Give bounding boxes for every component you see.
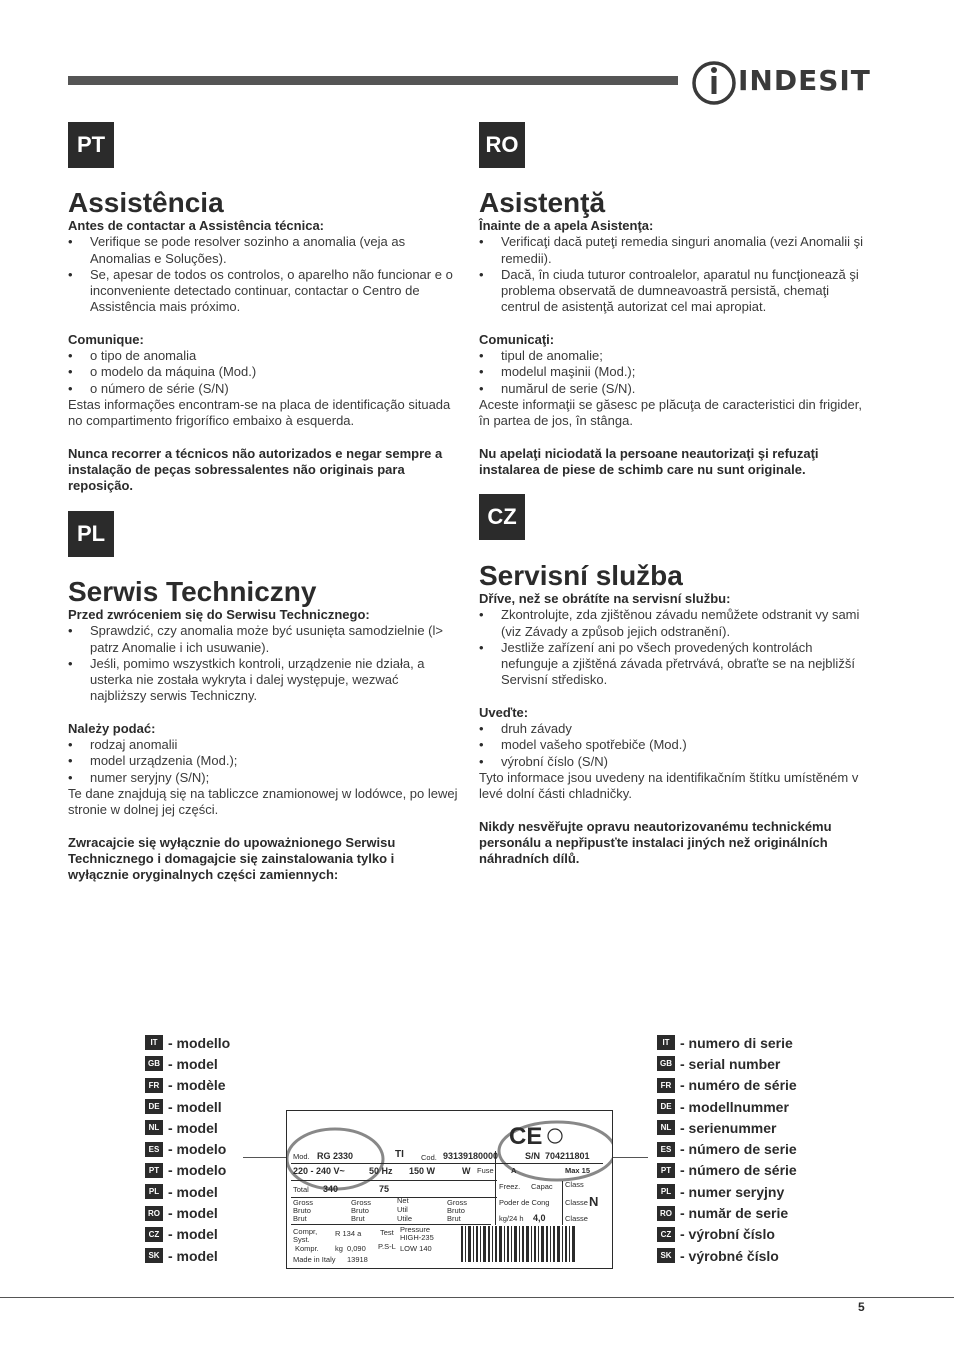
lang-code-badge: RO xyxy=(145,1206,163,1221)
section-pt xyxy=(68,188,458,494)
list-item: • model vašeho spotřebiče (Mod.) xyxy=(479,737,869,753)
plate-test: Test xyxy=(380,1228,394,1237)
legend-row xyxy=(145,1224,230,1245)
plate-serial-value: 704211801 xyxy=(545,1151,590,1161)
legend-text: - serienummer xyxy=(680,1119,777,1136)
plate-pst: P.S-L xyxy=(378,1242,396,1251)
section-info: Te dane znajdują się na tabliczce znamionowej w lodówce, po lewej stronie w dolnej jej części. xyxy=(68,785,458,818)
legend-row xyxy=(145,1096,230,1117)
legend-row xyxy=(657,1181,797,1202)
list-item: • tipul de anomalie; xyxy=(479,348,869,364)
legend-row xyxy=(145,1160,230,1181)
list-item: • numer seryjny (S/N); xyxy=(68,770,458,786)
page-number: 5 xyxy=(858,1300,865,1314)
plate-made-code: 13918 xyxy=(347,1255,368,1264)
plate-compr: Syst. xyxy=(293,1235,310,1244)
brand-name: INDESIT xyxy=(738,64,871,97)
plate-kompr: Kompr. xyxy=(295,1244,319,1253)
legend-text: - modello xyxy=(168,1034,231,1051)
plate-gross3: Brut xyxy=(447,1214,461,1223)
lang-code-badge: DE xyxy=(657,1099,675,1114)
plate-x-value: 75 xyxy=(379,1184,390,1194)
section-subhead: Uveďte: xyxy=(479,704,529,720)
section-subhead: Należy podać: xyxy=(68,720,156,736)
section-lead: Înainte de a apela Asistenţa: xyxy=(479,218,654,233)
barcode-icon xyxy=(461,1226,575,1262)
plate-cod-label: Cod. xyxy=(421,1153,437,1162)
plate-capac: Capac xyxy=(531,1182,553,1191)
plate-ti: TI xyxy=(395,1149,404,1160)
legend-row xyxy=(145,1117,230,1138)
indesit-logo-mark-icon xyxy=(692,58,742,108)
legend-text: - modelo xyxy=(168,1141,227,1158)
section-warning: Nunca recorrer a técnicos não autorizados e negar sempre a instalação de peças sobressalentes não originais para reposição. xyxy=(68,445,443,494)
legend-row xyxy=(145,1075,230,1096)
section-title: Asistenţă xyxy=(479,187,606,218)
legend-row xyxy=(657,1096,797,1117)
serial-legend xyxy=(657,1032,797,1266)
lang-code-badge: PL xyxy=(657,1184,675,1199)
certification-mark-icon xyxy=(548,1129,562,1143)
plate-kg-value: 0,090 xyxy=(347,1244,366,1253)
list-item: • Sprawdzić, czy anomalia może być usunięta samodzielnie (l> patrz Anomalie i ich usuwanie). xyxy=(68,623,458,656)
plate-cod-value: 93139180000 xyxy=(443,1151,499,1161)
section-title: Assistência xyxy=(68,187,224,218)
legend-row xyxy=(657,1117,797,1138)
plate-gross2: Bruto xyxy=(351,1206,369,1215)
plate-high: HIGH-235 xyxy=(400,1233,434,1242)
plate-class-value: N xyxy=(589,1194,599,1209)
lang-code-badge: SK xyxy=(657,1248,675,1263)
legend-text: - serial number xyxy=(680,1055,781,1072)
legend-text: - model xyxy=(168,1055,218,1072)
plate-low: LOW 140 xyxy=(400,1244,432,1253)
legend-row xyxy=(145,1032,230,1053)
legend-row xyxy=(657,1138,797,1159)
section-subhead: Comunique: xyxy=(68,331,144,347)
legend-row xyxy=(145,1138,230,1159)
legend-text: - výrobné číslo xyxy=(680,1247,779,1264)
list-item: • modelul maşinii (Mod.); xyxy=(479,364,869,380)
legend-text: - výrobní číslo xyxy=(680,1226,775,1243)
legend-text: - modèle xyxy=(168,1077,226,1094)
section-title: Serwis Techniczny xyxy=(68,576,317,607)
legend-text: - număr de serie xyxy=(680,1205,789,1222)
plate-hz: 50 Hz xyxy=(369,1166,393,1176)
legend-row xyxy=(657,1075,797,1096)
lang-badge-pt: PT xyxy=(68,122,114,168)
lang-code-badge: NL xyxy=(657,1120,675,1135)
legend-row xyxy=(145,1053,230,1074)
list-item: • druh závady xyxy=(479,721,869,737)
legend-text: - model xyxy=(168,1119,218,1136)
legend-text: - numéro de série xyxy=(680,1077,797,1094)
list-item: • rodzaj anomalii xyxy=(68,737,458,753)
lang-code-badge: PT xyxy=(145,1163,163,1178)
section-cz xyxy=(479,561,869,867)
list-item: • Zkontrolujte, zda zjištěnou závadu nemůžete odstranit vy sami (viz Závady a způsob jejich odstranění). xyxy=(479,607,869,640)
plate-model-value: RG 2330 xyxy=(317,1151,354,1161)
legend-text: - modell xyxy=(168,1098,222,1115)
rating-plate xyxy=(286,1110,613,1269)
legend-text: - model xyxy=(168,1247,218,1264)
legend-row xyxy=(657,1053,797,1074)
lang-code-badge: PL xyxy=(145,1184,163,1199)
lang-code-badge: ES xyxy=(657,1142,675,1157)
legend-text: - modellnummer xyxy=(680,1098,789,1115)
list-item: • model urządzenia (Mod.); xyxy=(68,753,458,769)
section-warning: Zwracajcie się wyłącznie do upoważnionego Serwisu Technicznego i domagajcie się zainstalowania tylko i wyłącznie oryginalnych części zamiennych: xyxy=(68,834,396,883)
lang-code-badge: IT xyxy=(145,1035,163,1050)
plate-gross1: Gross xyxy=(293,1198,314,1207)
lang-code-badge: CZ xyxy=(657,1227,675,1242)
section-title: Servisní služba xyxy=(479,560,683,591)
lang-code-badge: FR xyxy=(145,1078,163,1093)
lang-code-badge: GB xyxy=(657,1056,675,1071)
footer-rule xyxy=(0,1297,954,1298)
section-lead: Antes de contactar a Assistência técnica: xyxy=(68,218,325,233)
legend-row xyxy=(657,1202,797,1223)
plate-compr: Compr, xyxy=(293,1227,318,1236)
section-warning: Nikdy nesvěřujte opravu neautorizovanému technickému personálu a nepřipusťte instalaci jiných než originálních náhradních dílů. xyxy=(479,818,832,867)
legend-row xyxy=(657,1245,797,1266)
plate-gross2: Brut xyxy=(351,1214,365,1223)
list-item: • Verifique se pode resolver sozinho a anomalia (veja as Anomalias e Soluções). xyxy=(68,234,458,267)
model-legend xyxy=(145,1032,230,1266)
list-item: • numărul de serie (S/N). xyxy=(479,381,869,397)
legend-text: - numer seryjny xyxy=(680,1183,785,1200)
plate-made: Made in Italy xyxy=(293,1255,336,1264)
list-item: • Jeśli, pomimo wszystkich kontroli, urządzenie nie działa, a usterka nie została wykryta i dalej występuje, wezwać najbliższy serwis Techniczny. xyxy=(68,656,458,705)
plate-gross1: Bruto xyxy=(293,1206,311,1215)
list-item: • o modelo da máquina (Mod.) xyxy=(68,364,458,380)
list-item: • Jestliže zařízení ani po všech provedených kontrolách nefunguje a zjištěná závada přetrvává, obraťte se na nejbližší Servisní středisko. xyxy=(479,640,869,689)
section-pl xyxy=(68,577,458,883)
list-item: • Dacă, în ciuda tuturor controalelor, aparatul nu funcţionează şi problema observată de dumneavoastră persistă, chemaţi centrul de asistenţă autorizat cel mai apropiat. xyxy=(479,267,869,316)
plate-freez: Freez. xyxy=(499,1182,521,1191)
lang-badge-pl: PL xyxy=(68,511,114,557)
plate-classe: Classe xyxy=(565,1198,588,1207)
section-info: Tyto informace jsou uvedeny na identifikačním štítku umístěném v levé dolní části chladničky. xyxy=(479,769,859,802)
section-info: Estas informações encontram-se na placa de identificação situada no compartimento frigorífico embaixo à esquerda. xyxy=(68,396,451,429)
section-warning: Nu apelaţi niciodată la persoane neautorizaţi şi refuzaţi instalarea de piese de schimb care nu sunt originale. xyxy=(479,445,819,477)
lang-badge-ro: RO xyxy=(479,122,525,168)
legend-row xyxy=(657,1032,797,1053)
legend-row xyxy=(145,1181,230,1202)
list-item: • o tipo de anomalia xyxy=(68,348,458,364)
plate-kg-label: kg xyxy=(335,1244,343,1253)
list-item: • Verificaţi dacă puteţi remedia singuri anomalia (vezi Anomalii şi remedii). xyxy=(479,234,869,267)
header-bar xyxy=(68,76,678,85)
indesit-logo xyxy=(692,58,870,108)
lang-code-badge: DE xyxy=(145,1099,163,1114)
legend-text: - modelo xyxy=(168,1162,227,1179)
plate-net: Utile xyxy=(397,1214,413,1223)
lang-code-badge: IT xyxy=(657,1035,675,1050)
plate-max: Max 15 xyxy=(565,1166,591,1175)
lang-code-badge: PT xyxy=(657,1163,675,1178)
lang-code-badge: FR xyxy=(657,1078,675,1093)
plate-net: Net xyxy=(397,1196,409,1205)
legend-text: - número de serie xyxy=(680,1141,797,1158)
plate-watt: 150 W xyxy=(409,1166,436,1176)
plate-kg24: kg/24 h xyxy=(499,1214,524,1223)
plate-total-label: Total xyxy=(293,1185,309,1194)
plate-poder: Poder de Cong xyxy=(499,1198,550,1207)
lang-code-badge: RO xyxy=(657,1206,675,1221)
section-lead: Przed zwróceniem się do Serwisu Technicznego: xyxy=(68,607,370,622)
plate-voltage: 220 - 240 V~ xyxy=(293,1166,345,1176)
legend-text: - número de série xyxy=(680,1162,797,1179)
plate-net: Util xyxy=(397,1205,408,1214)
legend-text: - model xyxy=(168,1183,218,1200)
lang-code-badge: GB xyxy=(145,1056,163,1071)
plate-classe2: Classe xyxy=(565,1214,588,1223)
lang-code-badge: CZ xyxy=(145,1227,163,1242)
plate-r134: R 134 a xyxy=(335,1229,362,1238)
ce-mark-icon: CE xyxy=(509,1123,543,1150)
plate-pressure: Pressure xyxy=(400,1225,431,1234)
list-item: • Se, apesar de todos os controlos, o aparelho não funcionar e o inconveniente detectado continuar, contactar o Centro de Assistência mais próximo. xyxy=(68,267,458,316)
legend-row xyxy=(145,1202,230,1223)
plate-gross2: Gross xyxy=(351,1198,372,1207)
plate-total-value: 340 xyxy=(323,1184,339,1194)
section-lead: Dříve, než se obrátíte na servisní službu: xyxy=(479,591,731,606)
list-item: • o número de série (S/N) xyxy=(68,381,458,397)
legend-row xyxy=(145,1245,230,1266)
plate-mod-label: Mod. xyxy=(293,1152,310,1161)
legend-text: - model xyxy=(168,1205,218,1222)
lang-code-badge: ES xyxy=(145,1142,163,1157)
legend-row xyxy=(657,1224,797,1245)
plate-sn-label: S/N xyxy=(525,1151,541,1161)
plate-gross1: Brut xyxy=(293,1214,307,1223)
plate-gross3: Bruto xyxy=(447,1206,465,1215)
plate-kg24-value: 4,0 xyxy=(533,1213,546,1223)
section-ro xyxy=(479,188,869,478)
section-subhead: Comunicaţi: xyxy=(479,331,555,347)
section-info: Aceste informaţii se găsesc pe plăcuţa de caracteristici din frigider, în partea de jos, în stânga. xyxy=(479,396,862,429)
legend-text: - numero di serie xyxy=(680,1034,793,1051)
lang-code-badge: NL xyxy=(145,1120,163,1135)
legend-row xyxy=(657,1160,797,1181)
lang-code-badge: SK xyxy=(145,1248,163,1263)
list-item: • výrobní číslo (S/N) xyxy=(479,754,869,770)
lang-badge-cz: CZ xyxy=(479,494,525,540)
plate-w2: W xyxy=(462,1166,471,1176)
plate-class-label: Class xyxy=(565,1180,584,1189)
plate-fuse: Fuse xyxy=(477,1166,494,1175)
plate-amp: A xyxy=(511,1166,517,1175)
plate-gross3: Gross xyxy=(447,1198,468,1207)
legend-text: - model xyxy=(168,1226,218,1243)
